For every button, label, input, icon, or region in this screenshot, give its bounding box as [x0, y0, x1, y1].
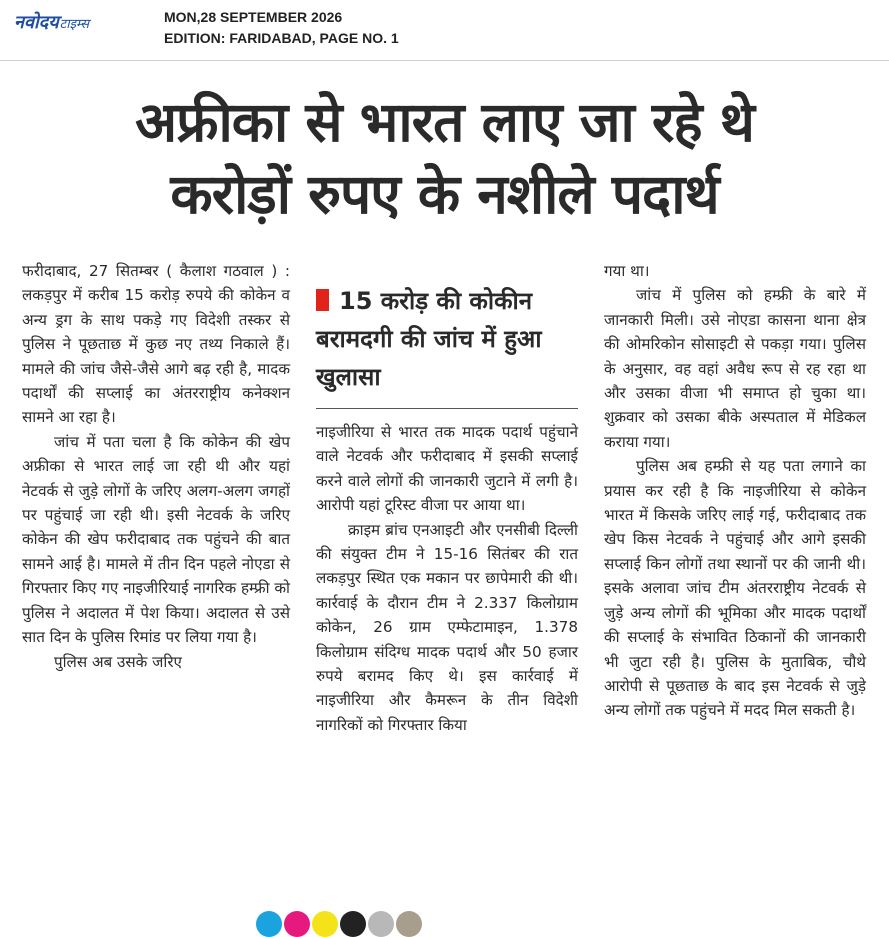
registration-swatch [368, 911, 394, 937]
paragraph: गया था। [604, 262, 650, 280]
headline-line-2: करोड़ों रुपए के नशीले पदार्थ [170, 162, 719, 226]
headline-line-1: अफ्रीका से भारत लाए जा रहे थे [135, 90, 754, 154]
paragraph: पुलिस अब उसके जरिए [54, 652, 182, 671]
page-header [0, 0, 889, 61]
sub-headline-divider [316, 408, 578, 409]
article-column-2 [316, 420, 578, 737]
registration-swatch [312, 911, 338, 937]
paragraph: जांच में पता चला है कि कोकेन की खेप अफ्रीका से भारत लाई जा रही थी और यहां नेटवर्क से जुड़े लोगों के जरिए अलग-अलग जगहों पर पहुंचाई जा रही थी। इसी नेटवर्क के जरिए कोकेन की खेप फरीदाबाद तक पहुंचने की बात सामने आई है। मामले में तीन दिन पहले नोएडा से गिरफ्तार किए गए नाइजीरियाई नागरिक हम्फ्री को पुलिस ने अदालत में पेश किया। अदालत से उसे सात दिन के पुलिस रिमांड पर लिया गया है। [22, 432, 290, 647]
sub-headline-text: 15 करोड़ की कोकीन बरामदगी की जांच में हुआ खुलासा [316, 287, 542, 391]
paragraph: नाइजीरिया से भारत तक मादक पदार्थ पहुंचाने वाले नेटवर्क और फरीदाबाद में इसकी सप्लाई करने वाले लोगों की जानकारी जुटाने में लगी है। आरोपी यहां टूरिस्ट वीजा पर आया था। [316, 423, 578, 515]
article-column-1 [22, 259, 290, 674]
article-headline [0, 86, 889, 230]
registration-swatch [340, 911, 366, 937]
registration-swatch [284, 911, 310, 937]
registration-swatch [256, 911, 282, 937]
logo-main-text: नवोदय [14, 12, 59, 33]
paragraph: पुलिस अब हम्फ्री से यह पता लगाने का प्रयास कर रही है कि नाइजीरिया से कोकेन भारत में किसके जरिए लाई गई, फरीदाबाद तक खेप किस नेटवर्क ने पहुंचाई और आगे इसकी सप्लाई किन लोगों तथा स्थानों पर की जानी थी। इसके अलावा जांच टीम अंतरराष्ट्रीय नेटवर्क से जुड़े अन्य लोगों की भूमिका और मादक पदार्थों की सप्लाई के संभावित ठिकानों की जानकारी भी जुटा रही है। पुलिस के मुताबिक, चौथे आरोपी से पूछताछ के बाद इस नेटवर्क से जुड़े अन्य लोगों तक पहुंचने में मदद मिल सकती है। [604, 457, 866, 720]
edition-date: MON,28 SEPTEMBER 2026 [164, 9, 343, 25]
article-column-3 [604, 259, 866, 723]
red-square-marker [316, 289, 329, 311]
logo-sub-text: टाइम्स [59, 17, 89, 32]
edition-info: EDITION: FARIDABAD, PAGE NO. 1 [164, 30, 399, 46]
paragraph: जांच में पुलिस को हम्फ्री के बारे में जानकारी मिली। उसे नोएडा कासना थाना क्षेत्र की ओमरिकोन सोसाइटी से पकड़ा गया। पुलिस के अनुसार, वह वहां अवैध रूप से रह रहा था और उसका वीजा भी समाप्त हो चुका था। शुक्रवार को उसका बीके अस्पताल में मेडिकल कराया गया। [604, 286, 866, 451]
registration-swatch [396, 911, 422, 937]
paragraph: फरीदाबाद, 27 सितम्बर ( कैलाश गठवाल ) : लकड़पुर में करीब 15 करोड़ रुपये की कोकेन व अन्य ड्रग के साथ पकड़े गए विदेशी तस्कर से पुलिस ने पूछताछ में कुछ नए तथ्य निकाले हैं। मामले की जांच जैसे-जैसे आगे बढ़ रही है, मादक पदार्थों की सप्लाई का अंतरराष्ट्रीय कनेक्शन सामने आ रहा है। [22, 262, 290, 427]
paragraph: क्राइम ब्रांच एनआइटी और एनसीबी दिल्ली की संयुक्त टीम ने 15-16 सितंबर की रात लकड़पुर स्थित एक मकान पर छापेमारी की थी। कार्रवाई के दौरान टीम ने 2.337 किलोग्राम कोकेन, 26 ग्राम एम्फेटामाइन, 1.378 किलोग्राम संदिग्ध मादक पदार्थ और 50 हजार रुपये बरामद किए थे। इस कार्रवाई में नाइजीरिया और कैमरून के तीन विदेशी नागरिकों को गिरफ्तार किया [316, 520, 578, 734]
newspaper-logo[interactable] [14, 10, 89, 32]
sub-headline [316, 282, 578, 404]
